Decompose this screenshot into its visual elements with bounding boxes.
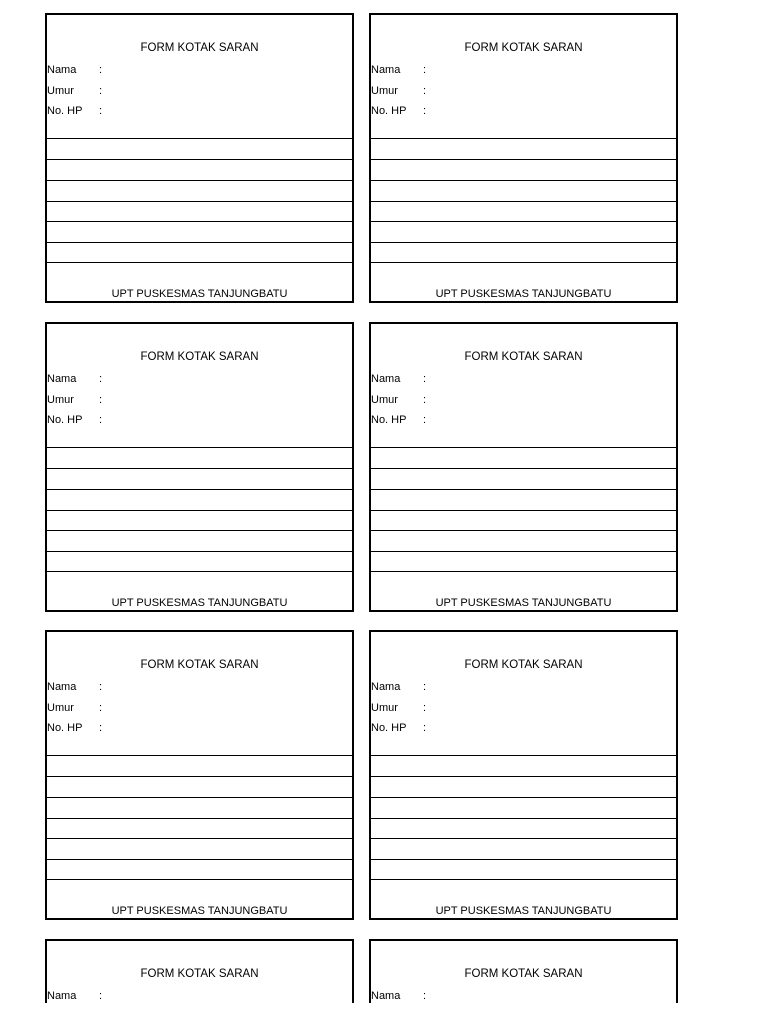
field-label-no-hp: No. HP [47, 105, 83, 117]
field-colon: : [423, 373, 427, 385]
suggestion-form-card [45, 322, 354, 612]
writing-line [371, 571, 676, 572]
field-label-no-hp: No. HP [371, 722, 407, 734]
writing-line [371, 262, 676, 263]
field-colon: : [423, 702, 427, 714]
field-label-nama: Nama [371, 681, 401, 693]
field-colon: : [423, 990, 427, 1002]
field-label-umur: Umur [47, 394, 74, 406]
field-label-nama: Nama [47, 990, 77, 1002]
field-label-umur: Umur [371, 702, 398, 714]
field-colon: : [423, 85, 427, 97]
writing-line [371, 138, 676, 139]
field-colon: : [423, 394, 427, 406]
field-label-umur: Umur [47, 85, 74, 97]
field-colon: : [99, 722, 103, 734]
writing-line [47, 138, 352, 139]
writing-line [47, 879, 352, 880]
writing-line [371, 510, 676, 511]
writing-line [47, 159, 352, 160]
writing-line [371, 776, 676, 777]
writing-line [47, 755, 352, 756]
form-footer: UPT PUSKESMAS TANJUNGBATU [435, 905, 612, 917]
suggestion-form-card [45, 13, 354, 303]
field-label-no-hp: No. HP [371, 105, 407, 117]
suggestion-form-card [369, 630, 678, 920]
writing-line [47, 530, 352, 531]
field-colon: : [99, 990, 103, 1002]
writing-line [371, 879, 676, 880]
field-label-nama: Nama [47, 373, 77, 385]
form-title: FORM KOTAK SARAN [464, 659, 583, 671]
field-colon: : [99, 64, 103, 76]
writing-line [47, 571, 352, 572]
writing-line [47, 859, 352, 860]
field-label-no-hp: No. HP [47, 722, 83, 734]
form-footer: UPT PUSKESMAS TANJUNGBATU [111, 288, 288, 300]
field-colon: : [423, 722, 427, 734]
field-label-nama: Nama [371, 373, 401, 385]
writing-line [371, 818, 676, 819]
field-colon: : [99, 394, 103, 406]
writing-line [371, 201, 676, 202]
form-footer: UPT PUSKESMAS TANJUNGBATU [111, 905, 288, 917]
writing-line [371, 859, 676, 860]
field-label-no-hp: No. HP [371, 414, 407, 426]
writing-line [371, 755, 676, 756]
suggestion-form-card [369, 13, 678, 303]
field-label-nama: Nama [47, 64, 77, 76]
form-footer: UPT PUSKESMAS TANJUNGBATU [435, 288, 612, 300]
field-colon: : [99, 414, 103, 426]
writing-line [47, 180, 352, 181]
form-title: FORM KOTAK SARAN [464, 351, 583, 363]
writing-line [371, 530, 676, 531]
field-label-umur: Umur [371, 85, 398, 97]
field-colon: : [99, 85, 103, 97]
writing-line [47, 242, 352, 243]
writing-line [371, 489, 676, 490]
writing-line [371, 468, 676, 469]
field-colon: : [99, 105, 103, 117]
writing-line [47, 797, 352, 798]
field-colon: : [99, 702, 103, 714]
writing-line [371, 797, 676, 798]
field-label-nama: Nama [47, 681, 77, 693]
form-title: FORM KOTAK SARAN [140, 659, 259, 671]
writing-line [371, 242, 676, 243]
writing-line [47, 221, 352, 222]
form-footer: UPT PUSKESMAS TANJUNGBATU [111, 597, 288, 609]
field-label-nama: Nama [371, 64, 401, 76]
writing-line [371, 838, 676, 839]
field-colon: : [423, 105, 427, 117]
field-label-no-hp: No. HP [47, 414, 83, 426]
writing-line [47, 510, 352, 511]
writing-line [371, 551, 676, 552]
form-title: FORM KOTAK SARAN [140, 351, 259, 363]
writing-line [371, 159, 676, 160]
form-title: FORM KOTAK SARAN [140, 968, 259, 980]
suggestion-form-card [45, 630, 354, 920]
form-footer: UPT PUSKESMAS TANJUNGBATU [435, 597, 612, 609]
form-title: FORM KOTAK SARAN [464, 968, 583, 980]
suggestion-form-card [45, 939, 354, 1003]
writing-line [371, 221, 676, 222]
form-title: FORM KOTAK SARAN [140, 42, 259, 54]
field-colon: : [423, 64, 427, 76]
field-colon: : [423, 681, 427, 693]
writing-line [47, 551, 352, 552]
suggestion-form-card [369, 939, 678, 1003]
writing-line [47, 201, 352, 202]
writing-line [47, 489, 352, 490]
field-label-nama: Nama [371, 990, 401, 1002]
writing-line [47, 818, 352, 819]
field-label-umur: Umur [371, 394, 398, 406]
suggestion-form-card [369, 322, 678, 612]
field-colon: : [99, 373, 103, 385]
writing-line [47, 468, 352, 469]
writing-line [371, 447, 676, 448]
field-colon: : [99, 681, 103, 693]
field-label-umur: Umur [47, 702, 74, 714]
writing-line [371, 180, 676, 181]
form-title: FORM KOTAK SARAN [464, 42, 583, 54]
writing-line [47, 838, 352, 839]
writing-line [47, 262, 352, 263]
writing-line [47, 776, 352, 777]
writing-line [47, 447, 352, 448]
field-colon: : [423, 414, 427, 426]
